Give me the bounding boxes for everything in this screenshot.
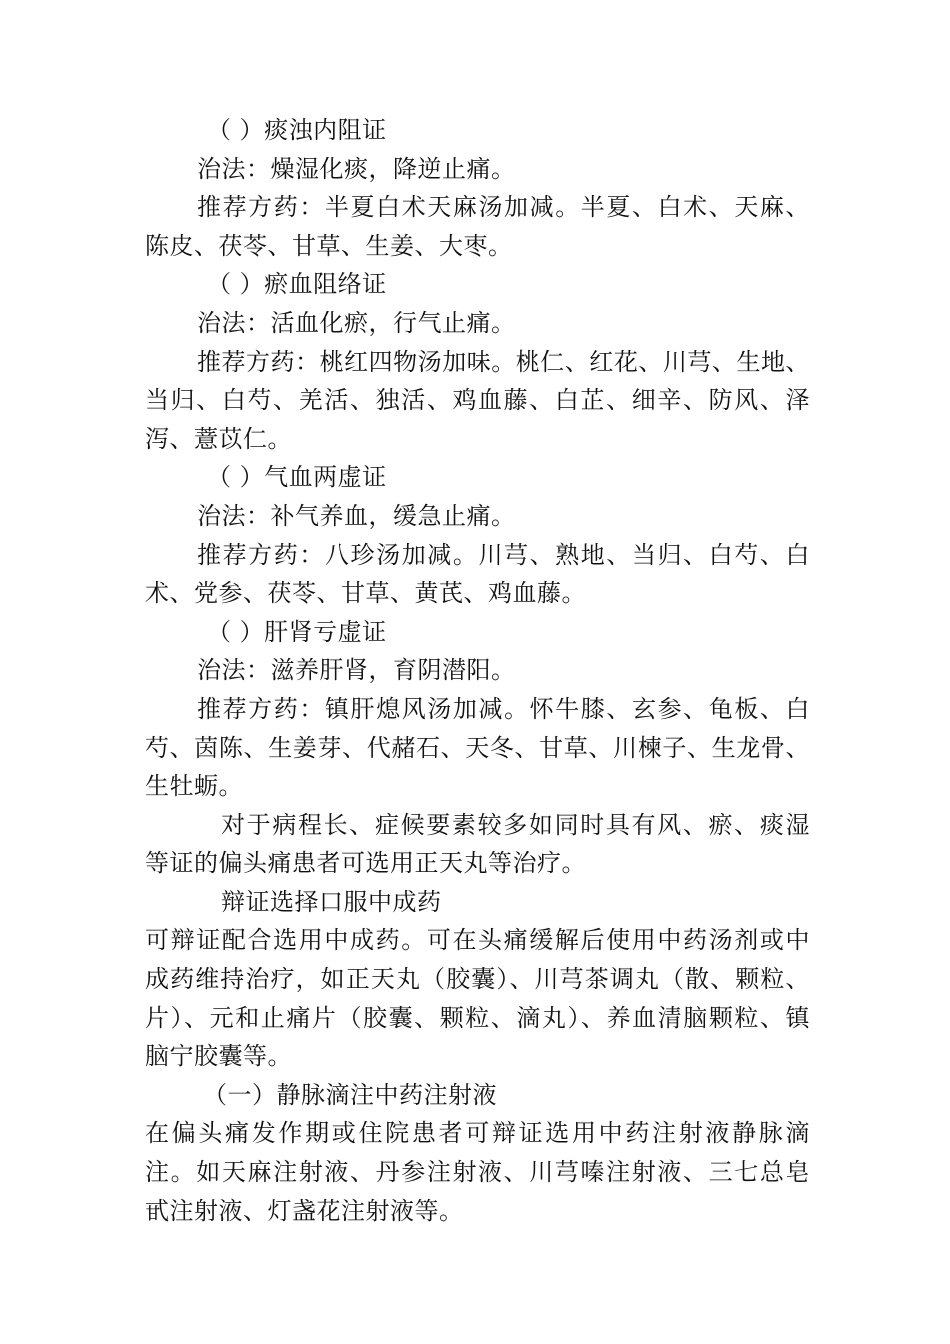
complex-case-note-line-1: 对于病程长、症候要素较多如同时具有风、瘀、痰湿 (221, 810, 810, 839)
prescription-liver-kidney-line-1: 推荐方药：镇肝熄风汤加减。怀牛膝、玄参、龟板、白 (197, 694, 810, 723)
injection-line-1: 在偏头痛发作期或住院患者可辩证选用中药注射液静脉滴 (145, 1119, 810, 1148)
document-page (145, 111, 810, 1230)
section-heading-blood-stasis: （ ）瘀血阻络证 (207, 270, 387, 299)
oral-medicine-line-3: 片）、元和止痛片（胶囊、颗粒、滴丸）、养血清脑颗粒、镇 (145, 1003, 810, 1032)
injection-line-2: 注。如天麻注射液、丹参注射液、川芎嗪注射液、三七总皂 (145, 1158, 810, 1187)
prescription-blood-stasis-line-2: 当归、白芍、羌活、独活、鸡血藤、白芷、细辛、防风、泽 (145, 386, 810, 415)
prescription-qi-blood-line-1: 推荐方药：八珍汤加减。川芎、熟地、当归、白芍、白 (197, 540, 810, 569)
injection-line-3: 甙注射液、灯盏花注射液等。 (145, 1196, 464, 1225)
section-heading-injection: （一）静脉滴注中药注射液 (203, 1080, 497, 1109)
treatment-method-liver-kidney: 治法：滋养肝肾，育阴潜阳。 (197, 656, 516, 685)
prescription-liver-kidney-line-2: 芍、茵陈、生姜芽、代赭石、天冬、甘草、川楝子、生龙骨、 (145, 733, 810, 762)
oral-medicine-line-2: 成药维持治疗，如正天丸（胶囊）、川芎茶调丸（散、颗粒、 (145, 965, 810, 994)
prescription-liver-kidney-line-3: 生牡蛎。 (145, 772, 243, 801)
prescription-phlegm-line-2: 陈皮、茯苓、甘草、生姜、大枣。 (145, 231, 513, 260)
prescription-phlegm-line-1: 推荐方药：半夏白术天麻汤加减。半夏、白术、天麻、 (197, 193, 810, 222)
prescription-qi-blood-line-2: 术、党参、茯苓、甘草、黄芪、鸡血藤。 (145, 579, 586, 608)
prescription-blood-stasis-line-3: 泻、薏苡仁。 (145, 424, 292, 453)
section-heading-qi-blood: （ ）气血两虚证 (207, 463, 387, 492)
treatment-method-qi-blood: 治法：补气养血，缓急止痛。 (197, 501, 516, 530)
oral-medicine-line-4: 脑宁胶囊等。 (145, 1042, 292, 1071)
complex-case-note-line-2: 等证的偏头痛患者可选用正天丸等治疗。 (145, 849, 586, 878)
prescription-blood-stasis-line-1: 推荐方药：桃红四物汤加味。桃仁、红花、川芎、生地、 (197, 347, 810, 376)
section-heading-phlegm: （ ）痰浊内阻证 (207, 116, 387, 144)
treatment-method-blood-stasis: 治法：活血化瘀，行气止痛。 (197, 308, 516, 337)
oral-medicine-line-1: 可辩证配合选用中成药。可在头痛缓解后使用中药汤剂或中 (145, 926, 810, 955)
section-heading-oral-medicine: 辩证选择口服中成药 (221, 887, 442, 916)
treatment-method-phlegm: 治法：燥湿化痰，降逆止痛。 (197, 154, 516, 183)
section-heading-liver-kidney: （ ）肝肾亏虚证 (207, 617, 387, 646)
